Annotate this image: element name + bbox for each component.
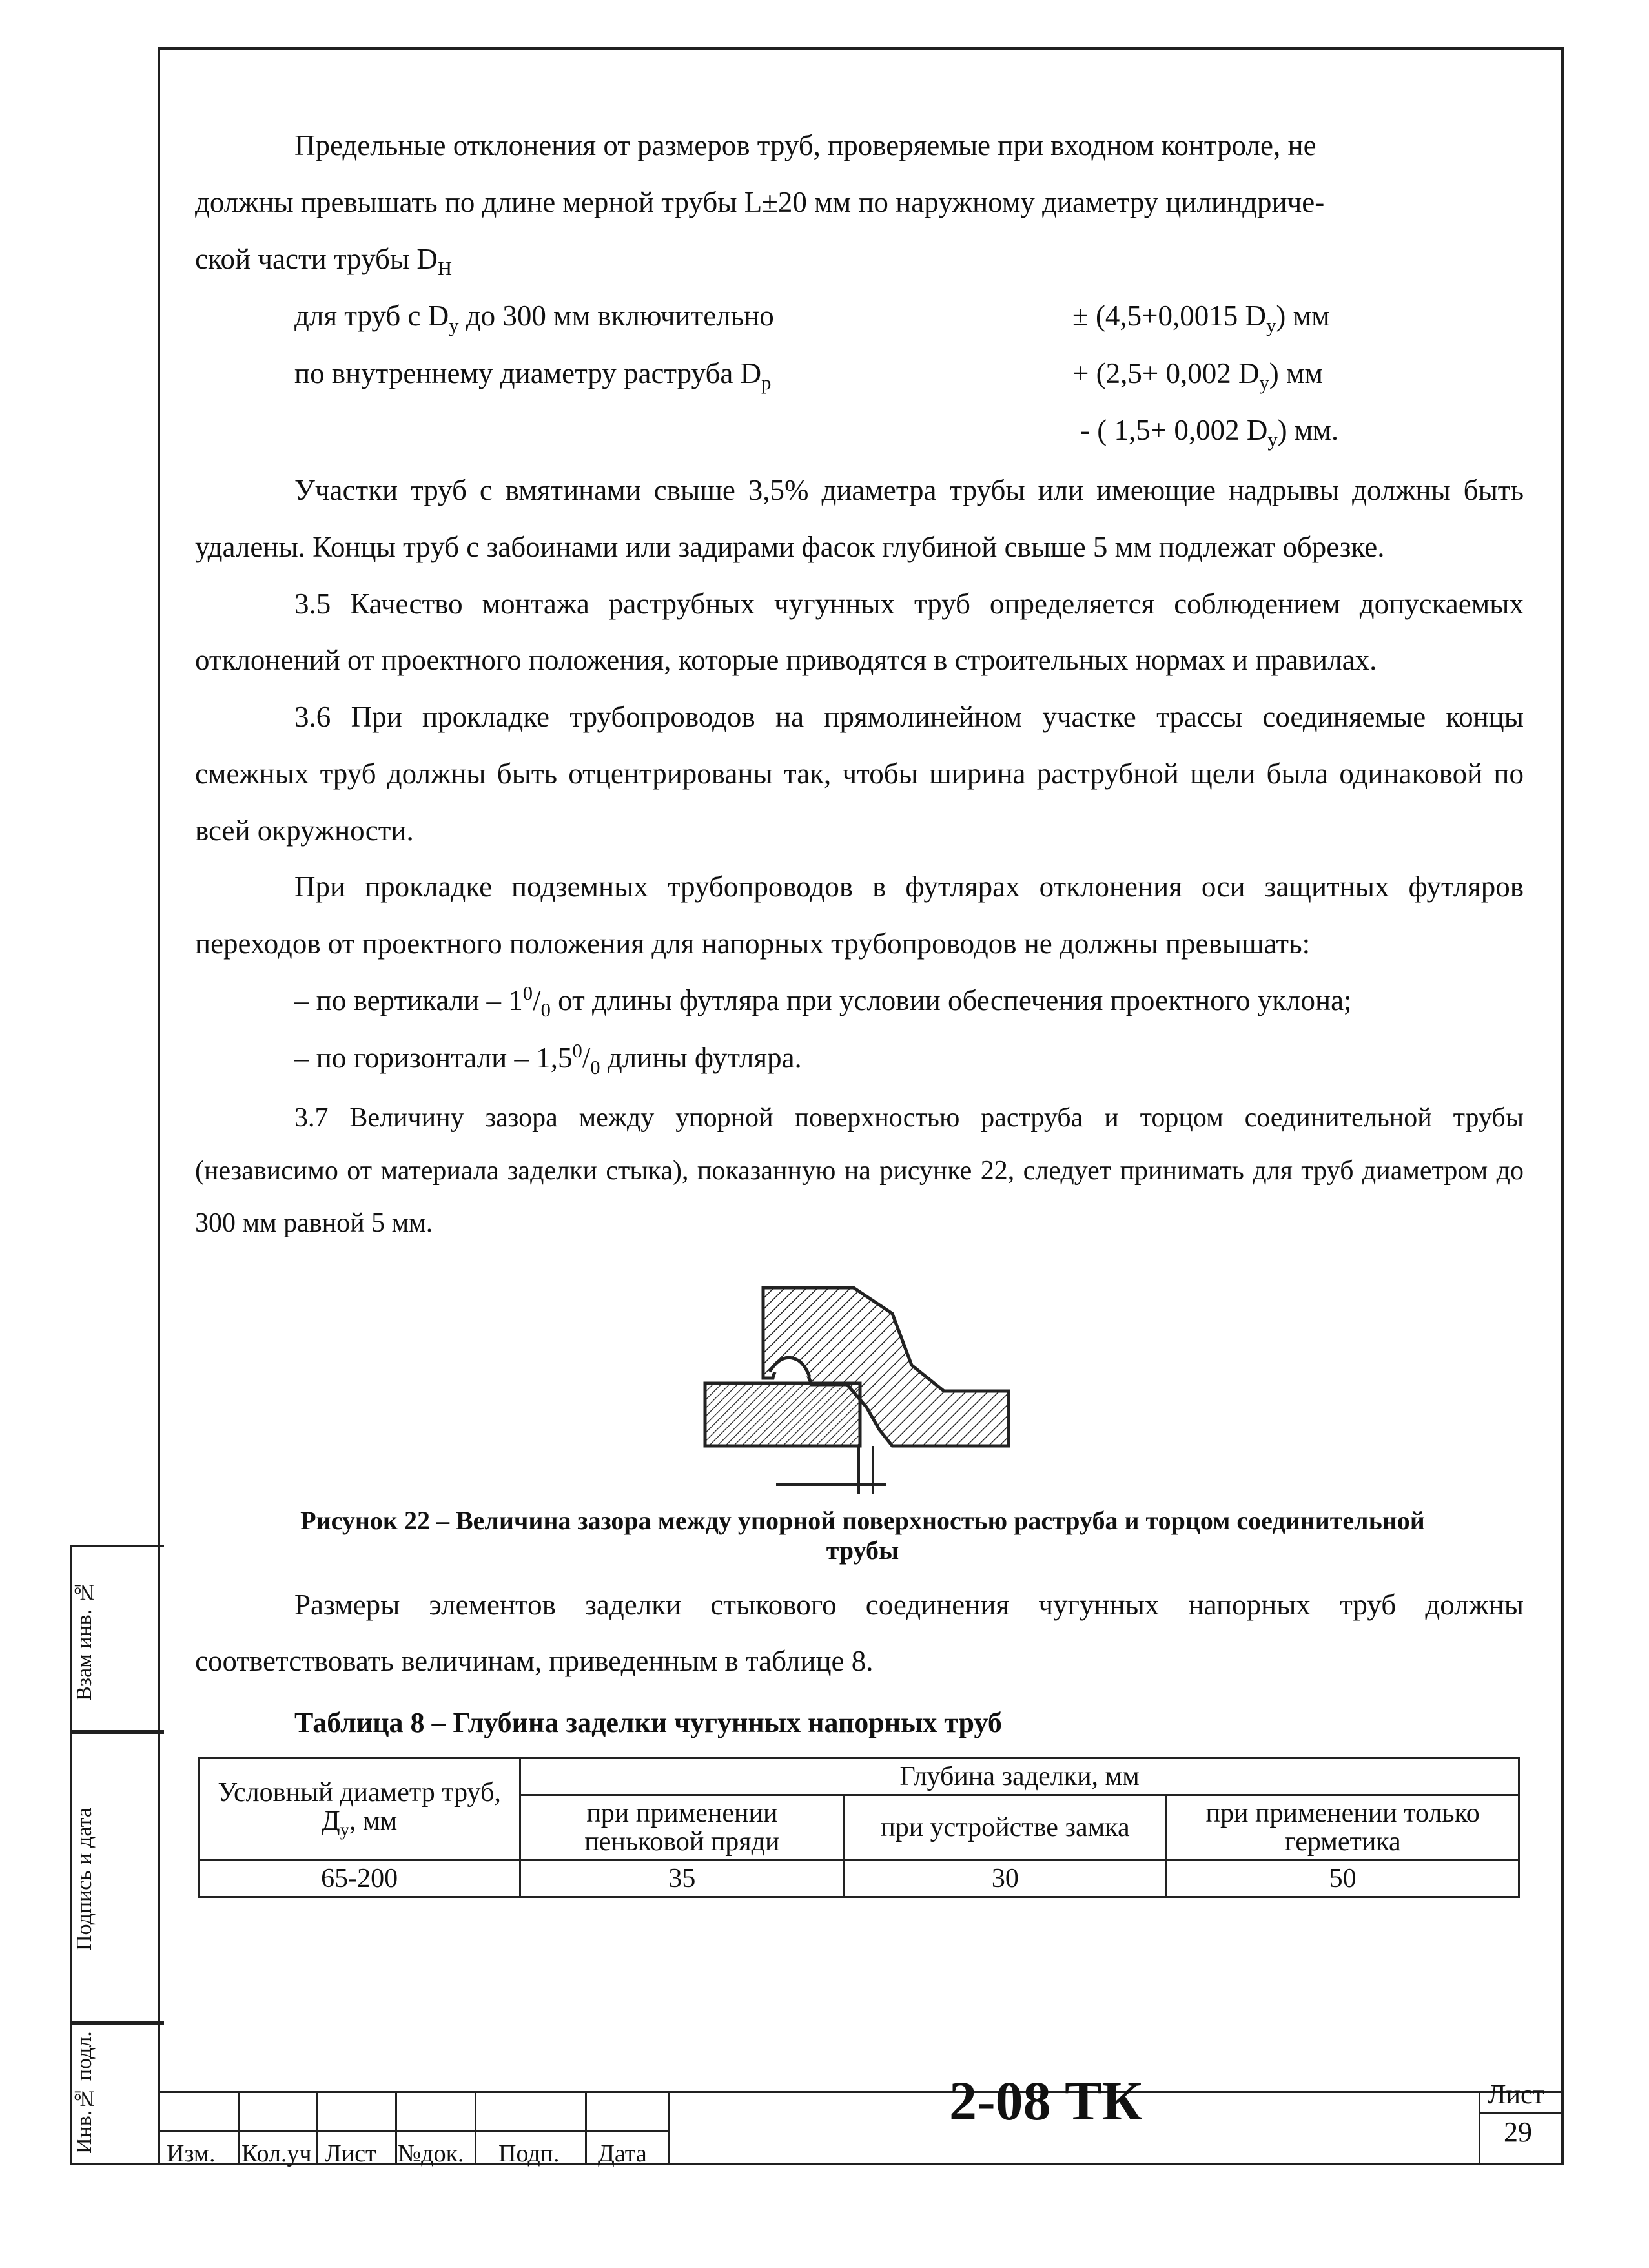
subscript: у (1267, 429, 1278, 451)
paragraph-line: ской части трубы D (195, 242, 438, 275)
sealant-depth: 50 (1167, 1861, 1519, 1897)
title-block-vertical-2 (316, 2091, 318, 2165)
figure-22 (195, 1275, 1524, 1501)
tolerance-condition (294, 288, 1072, 345)
tolerance-condition-text: по внутреннему диаметру раструба D (294, 356, 762, 389)
subscript: 0 (590, 1056, 600, 1078)
title-block-vertical-5 (585, 2091, 587, 2165)
paragraph-line: должны превышать по длине мерной трубы L±20 мм по наружному диаметру цилиндриче- (195, 185, 1325, 218)
pipe-joint-diagram (699, 1275, 1034, 1498)
deviation-text: от длины футляра при условии обеспечения проектного уклона; (550, 984, 1352, 1016)
hemp-yarn-depth: 35 (520, 1861, 844, 1897)
revision-label: Изм. (167, 2140, 216, 2167)
subscript: у (1259, 371, 1269, 394)
paragraph-underground-pipelines: При прокладке подземных трубопроводов в футлярах отклонения оси защитных футляров переходов от проектного положения для напорных трубопроводов не должны превышать: (195, 871, 1524, 960)
sheet-label: Лист (325, 2140, 376, 2167)
tolerance-value-text: ± (4,5+0,0015 D (1072, 300, 1267, 333)
diameter-header-cell (199, 1758, 520, 1860)
paragraph-size-deviations (195, 118, 1524, 288)
paragraph-3-6: 3.6 При прокладке трубопроводов на прямолинейном участке трассы соединяемые концы смежных труб должны быть отцентрированы так, чтобы ширина раструбной щели была одинаковой по всей окружности. (195, 701, 1524, 847)
deviation-text: – по вертикали – 1 (294, 984, 523, 1016)
paragraph-line: Предельные отклонения от размеров труб, проверяемые при входном контроле, не (294, 129, 1316, 161)
title-block-label-line (158, 2130, 668, 2132)
title-block-sheet-line (1479, 2112, 1564, 2114)
document-number-label: №док. (398, 2140, 464, 2167)
horizontal-deviation (195, 1030, 1524, 1088)
table-row (199, 1861, 1519, 1897)
title-block-vertical-1 (238, 2091, 240, 2165)
date-label: Дата (598, 2140, 647, 2167)
deviation-text: / (533, 984, 541, 1016)
quantity-label: Кол.уч (241, 2140, 312, 2167)
vertical-deviation (195, 973, 1524, 1030)
subheader-lock: при устройстве замка (844, 1795, 1167, 1860)
subscript: р (761, 371, 772, 394)
tolerance-value (1072, 288, 1524, 345)
superscript: 0 (522, 982, 533, 1004)
tolerance-value-text: ) мм (1269, 356, 1323, 389)
dh-subscript: Н (437, 257, 452, 280)
tolerance-value-text: - ( 1,5+ 0,002 D (1080, 414, 1268, 447)
superscript: 0 (572, 1039, 582, 1062)
title-block-vertical-6 (668, 2091, 670, 2165)
tolerance-value (1072, 345, 1524, 403)
depth-group-header: Глубина заделки, мм (520, 1758, 1519, 1795)
tolerance-row-2 (195, 345, 1524, 403)
tolerance-condition-text: для труб с D (294, 300, 449, 333)
subscript: у (1266, 314, 1276, 337)
signature-label: Подп. (498, 2140, 560, 2167)
depth-table (198, 1757, 1520, 1898)
paragraph-dents: Участки труб с вмятинами свыше 3,5% диаметра трубы или имеющие надрывы должны быть удалены. Концы труб с забоинами или задирами фасок глубиной свыше 5 мм подлежат обрезке. (195, 474, 1524, 563)
tolerance-value-text: ) мм. (1277, 414, 1339, 447)
diameter-header-text: , мм (349, 1806, 398, 1836)
diameter-value: 65-200 (199, 1861, 520, 1897)
subscript: у (449, 314, 459, 337)
subscript: у (340, 1820, 349, 1840)
title-block-vertical-7 (1479, 2091, 1480, 2165)
sheet-field-label: Лист (1488, 2080, 1544, 2110)
stamp-signature-date: Подпись и дата (72, 1808, 96, 1951)
deviation-text: длины футляра. (600, 1041, 802, 1074)
paragraph-3-7: 3.7 Величину зазора между упорной поверхностью раструба и торцом соединительной трубы (независимо от материала заделки стыка), показанную на рисунке 22, следует принимать для труб диаметром до 300 мм равной 5 мм. (195, 1103, 1524, 1239)
title-block-vertical-3 (395, 2091, 397, 2165)
document-code: 2-08 ТК (949, 2070, 1142, 2132)
diameter-header-text: Условный диаметр труб, Д (218, 1777, 501, 1836)
paragraph-3-5: 3.5 Качество монтажа раструбных чугунных труб определяется соблюдением допускаемых отклонений от проектного положения, которые приводятся в строительных нормах и правилах. (195, 587, 1524, 677)
lock-depth: 30 (844, 1861, 1167, 1897)
title-block-top-line (158, 2091, 1564, 2093)
subheader-sealant: при применении только герметика (1167, 1795, 1519, 1860)
tolerance-value-text: + (2,5+ 0,002 D (1072, 356, 1260, 389)
paragraph-table-reference: Размеры элементов заделки стыкового соединения чугунных напорных труб должны соответствовать величинам, приведенным в таблице 8. (195, 1588, 1524, 1678)
stamp-original-inv: Инв.№ подл. (72, 2031, 96, 2154)
tolerance-value-text: ) мм (1276, 300, 1330, 333)
sheet-number: 29 (1504, 2116, 1532, 2148)
tolerance-row-3 (195, 402, 1524, 460)
deviation-text: – по горизонтали – 1,5 (294, 1041, 573, 1074)
stamp-replacement-inv: Взам инв. № (72, 1580, 96, 1701)
left-pipe-section (705, 1383, 860, 1446)
document-content (195, 118, 1524, 1898)
tolerance-value (1072, 402, 1524, 460)
title-block-vertical-4 (475, 2091, 476, 2165)
figure-caption: Рисунок 22 – Величина зазора между упорной поверхностью раструба и торцом соединительной трубы (300, 1505, 1425, 1565)
subheader-hemp-yarn: при применении пеньковой пряди (520, 1795, 844, 1860)
tolerance-row-1 (195, 288, 1524, 345)
tolerance-condition-text: до 300 мм включительно (458, 300, 774, 333)
subscript: 0 (540, 998, 551, 1021)
table-title: Таблица 8 – Глубина заделки чугунных напорных труб (294, 1707, 1002, 1739)
table-header-row (199, 1758, 1519, 1795)
tolerance-condition (294, 345, 1072, 403)
deviation-text: / (582, 1041, 591, 1074)
